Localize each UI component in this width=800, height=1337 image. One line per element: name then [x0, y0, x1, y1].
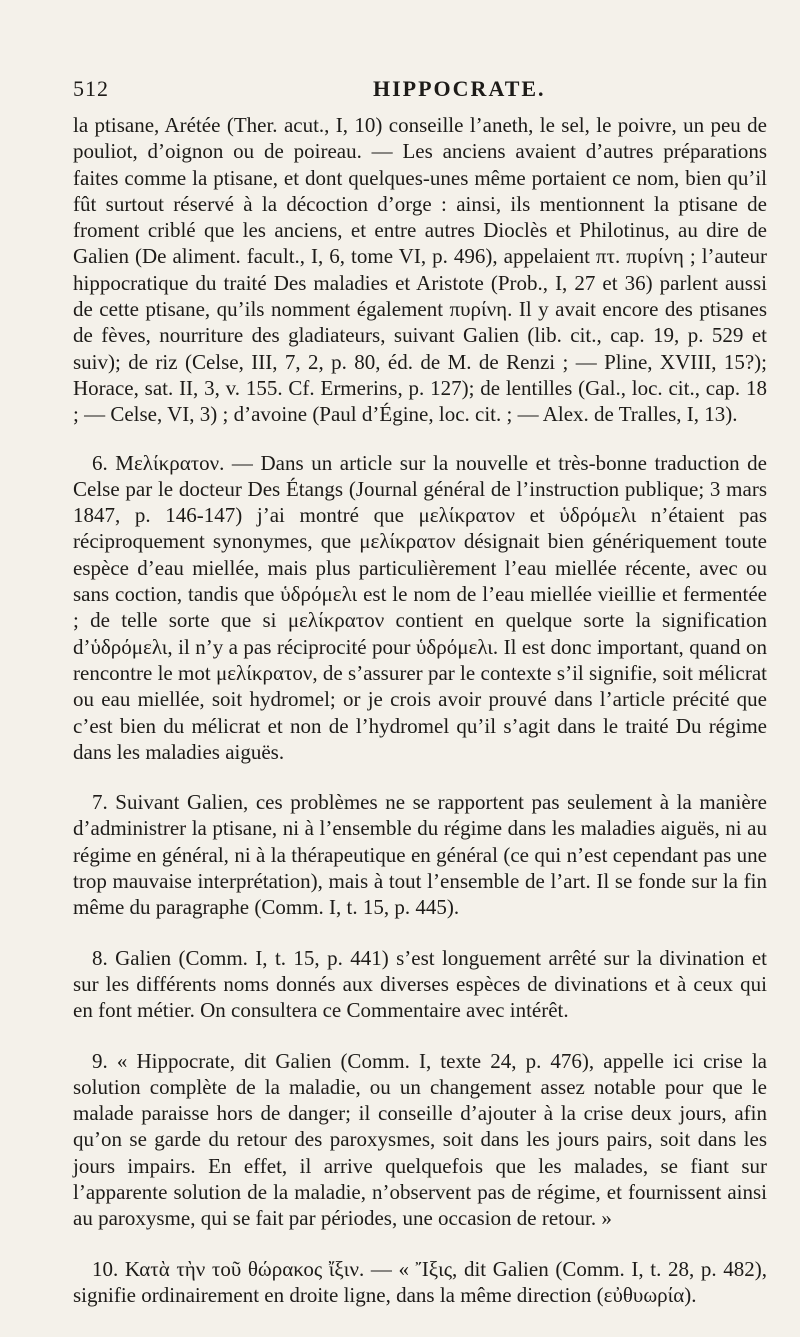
note-7-galien-problemes: 7. Suivant Galien, ces problèmes ne se rapportent pas seulement à la manière d’administrer la ptisane, ni à l’ensemble du régime dans les maladies aiguës, ni au régime en général, ni à la thérapeutique en général (ce qui n’est cependant pas une trop mauvaise interprétation), mais à tout l’ensemble de l’art. Il se fonde sur la fin même du paragraphe (Comm. I, t. 15, p. 445).	[73, 790, 767, 920]
note-6-melikraton: 6. Μελίκρατον. — Dans un article sur la nouvelle et très-bonne traduction de Celse par le docteur Des Étangs (Journal général de l’instruction publique; 3 mars 1847, p. 146-147) j’ai montré que μελίκρατον et ὑδρόμελι n’étaient pas réciproquement synonymes, que μελίκρατον désignait bien génériquement toute espèce d’eau miellée, mais plus particulièrement l’eau miellée récente, avec ou sans coction, tandis que ὑδρόμελι est le nom de l’eau miellée vieillie et fermentée ; de telle sorte que si μελίκρατον contient en quelque sorte la signification d’ὑδρόμελι, il n’y a pas réciprocité pour ὑδρόμελι. Il est donc important, quand on rencontre le mot μελίκρατον, de s’assurer par le contexte s’il signifie, soit mélicrat ou eau miellée, soit hydromel; or je crois avoir prouvé dans l’article précité que c’est bien du mélicrat et non de l’hydromel qu’il s’agit dans le traité Du régime dans les maladies aiguës.	[73, 450, 767, 764]
running-title: HIPPOCRATE.	[373, 76, 546, 101]
page-body	[73, 112, 767, 1332]
paragraph-ptisane-continued: la ptisane, Arétée (Ther. acut., I, 10) conseille l’aneth, le sel, le poivre, un peu de pouliot, d’oignon ou de poireau. — Les anciens avaient d’autres préparations faites comme la ptisane, et dont quelques-unes même portaient ce nom, bien qu’il fût surtout réservé à la décoction d’orge : ainsi, ils mentionnent la ptisane de froment criblé que les anciens, et entre autres Dioclès et Philotinus, au dire de Galien (De aliment. facult., I, 6, tome VI, p. 496), appelaient πτ. πυρίνη ; l’auteur hippocratique du traité Des maladies et Aristote (Prob., I, 27 et 36) parlent aussi de cette ptisane, qu’ils nomment également πυρίνη. Il y avait encore des ptisanes de fèves, nourriture des gladiateurs, suivant Galien (lib. cit., cap. 19, p. 529 et suiv); de riz (Celse, III, 7, 2, p. 80, éd. de M. de Renzi ; — Pline, XVIII, 15?); Horace, sat. II, 3, v. 155. Cf. Ermerins, p. 127); de lentilles (Gal., loc. cit., cap. 18 ; — Celse, VI, 3) ; d’avoine (Paul d’Égine, loc. cit. ; — Alex. de Tralles, I, 13).	[73, 113, 767, 427]
note-10-thorax: 10. Κατὰ τὴν τοῦ θώρακος ἴξιν. — « Ἴξις, dit Galien (Comm. I, t. 28, p. 482), signifie ordinairement en droite ligne, dans la même direction (εὐθυωρία).	[73, 1256, 767, 1307]
page-number: 512	[73, 76, 109, 101]
note-9-crise: 9. « Hippocrate, dit Galien (Comm. I, texte 24, p. 476), appelle ici crise la solution complète de la maladie, ou un changement assez notable pour que le malade paraisse hors de danger; il conseille d’ajouter à la crise deux jours, afin qu’on se garde du retour des paroxysmes, soit dans les jours pairs, soit dans les jours impairs. En effet, il arrive quelquefois que les malades, se fiant sur l’apparente solution de la maladie, n’observent pas de régime, et fournissent ainsi au paroxysme, qui se fait par périodes, une occasion de retour. »	[73, 1048, 767, 1231]
note-8-divination: 8. Galien (Comm. I, t. 15, p. 441) s’est longuement arrêté sur la divination et sur les différents noms donnés aux diverses espèces de divinations et à ceux qui en font métier. On consultera ce Commentaire avec intérêt.	[73, 945, 767, 1023]
page-header	[73, 72, 760, 106]
